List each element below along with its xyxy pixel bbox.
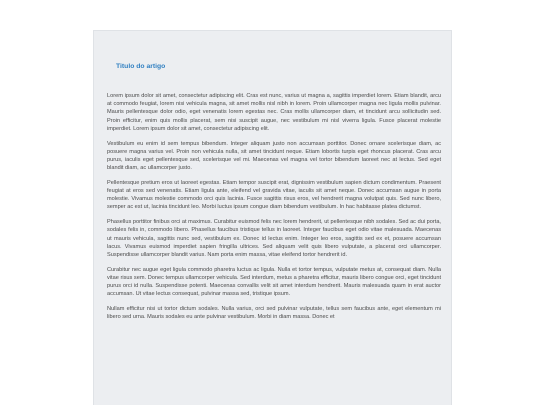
article-paragraph: Phasellus porttitor finibus orci at maximus. Curabitur euismod felis nec lorem hendrerit, ut pellentesque nibh sodales. Sed ac dui porta, sodales felis in, commodo libero. Phasellus faucibus tristique tellus in laoreet. Integer faucibus eget odio vitae malesuada. Maecenas ut mauris vehicula, sagittis nunc sed, vestibulum ex. Donec id lectus enim. Integer leo eros, sagittis sed ex et, posuere accumsan lacus. Vivamus euismod imperdiet sapien fringilla ultrices. Sed aliquam velit quis libero vulputate, a placerat orci ullamcorper. Suspendisse ullamcorper blandit varius. Nam porta enim massa, vitae eleifend tortor hendrerit id. [107, 219, 441, 258]
article-paragraph: Nullam efficitur nisi ut tortor dictum sodales. Nulla varius, orci sed pulvinar vulputate, tellus sem faucibus ante, eget elementum mi libero sed urna. Mauris sodales eu ante pulvinar vestibulum. Morbi in diam massa. Donec et [107, 305, 441, 321]
article-paragraph: Vestibulum eu enim id sem tempus bibendum. Integer aliquam justo non accumsan porttitor. Donec ornare scelerisque diam, ac posuere magna varius vel. Proin non vehicula nulla, sit amet tincidunt neque. Etiam lobortis turpis eget rhoncus placerat. Cras arcu purus, iaculis eget pellentesque sed, scelerisque vel mi. Maecenas vel magna vel tortor bibendum laoreet nec at lectus. Sed eget blandit diam, ac ullamcorper justo. [107, 140, 441, 172]
article-title: Titulo do artigo [116, 63, 166, 70]
article-card [93, 30, 452, 405]
article-paragraph: Curabitur nec augue eget ligula commodo pharetra luctus ac ligula. Nulla et tortor tempus, vulputate metus at, consequat diam. Nulla vitae risus sem. Donec tempus ullamcorper vehicula. Sed interdum, metus a pharetra efficitur, mauris libero congue orci, eget tincidunt purus orci id nulla. Suspendisse potenti. Maecenas convallis velit sit amet interdum hendrerit. Mauris malesuada quam in erat auctor accumsan. Ut vitae lectus consequat, pulvinar massa sed, tristique ipsum. [107, 266, 441, 298]
article-paragraph: Lorem ipsum dolor sit amet, consectetur adipiscing elit. Cras est nunc, varius ut magna a, sagittis imperdiet lorem. Etiam blandit, arcu at commodo feugiat, lorem nisi vehicula magna, sit amet mollis nisl nibh in lorem. Proin ullamcorper magna nec ligula mollis pulvinar. Mauris pellentesque dolor odio, eget venenatis lorem egestas nec. Cras mollis ullamcorper diam, et tincidunt arcu sollicitudin sed. Proin efficitur, enim quis mollis placerat, sem nisi suscipit augue, nec vestibulum mi nisl viverra ligula. Fusce placerat molestie imperdiet. Lorem ipsum dolor sit amet, consectetur adipiscing elit. [107, 93, 441, 132]
article-body [107, 92, 441, 328]
article-paragraph: Pellentesque pretium eros ut laoreet egestas. Etiam tempor suscipit erat, dignissim vestibulum sapien dictum condimentum. Praesent feugiat at eros sed venenatis. Etiam ligula ante, eleifend vel gravida vitae, iaculis sit amet neque. Donec accumsan augue in porta molestie. Vivamus molestie commodo orci quis lacinia. Fusce sagittis risus eros, vel hendrerit magna volutpat quis. Sed nunc libero, semper ac est ut, lacinia tincidunt leo. Morbi luctus ipsum congue diam bibendum vestibulum. In hac habitasse platea dictumst. [107, 179, 441, 211]
